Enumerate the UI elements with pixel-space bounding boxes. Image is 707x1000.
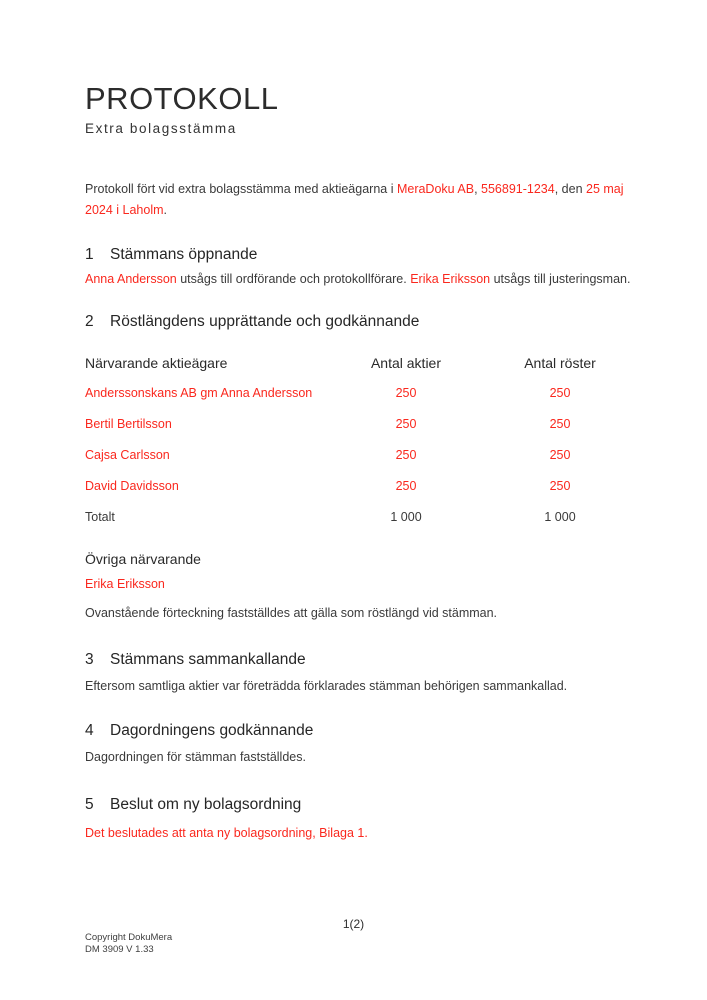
- adjuster-name: Erika Eriksson: [410, 272, 491, 286]
- section-2-heading: [85, 312, 633, 332]
- intro-paragraph: [85, 179, 633, 221]
- shareholder-name: Bertil Bertilsson: [85, 417, 172, 431]
- section-5-number: 5: [85, 796, 94, 813]
- section-1-body: [85, 269, 633, 290]
- table-row: [85, 414, 633, 434]
- section-5-heading: [85, 795, 633, 815]
- org-number: 556891-1234: [481, 182, 555, 196]
- section-1-heading: [85, 245, 633, 265]
- section-1-number: 1: [85, 246, 94, 263]
- others-present-name: Erika Eriksson: [85, 577, 165, 591]
- column-header-shareholders: Närvarande aktieägare: [85, 355, 228, 371]
- column-header-votes: Antal röster: [524, 355, 596, 371]
- shareholder-name: Anderssonskans AB gm Anna Andersson: [85, 386, 313, 400]
- section-1-title: Stämmans öppnande: [110, 246, 258, 263]
- intro-terminator: .: [163, 203, 168, 217]
- others-present-heading: Övriga närvarande: [85, 551, 201, 567]
- table-row: [85, 383, 633, 403]
- shareholder-votes: 250: [549, 386, 571, 400]
- shareholder-votes: 250: [549, 417, 571, 431]
- section-3-title: Stämmans sammankallande: [110, 651, 306, 668]
- footer-page-number: 1(2): [342, 917, 365, 931]
- column-header-shares: Antal aktier: [370, 355, 442, 371]
- document-content: [85, 0, 633, 857]
- total-label: Totalt: [85, 510, 115, 524]
- intro-sep1: ,: [474, 182, 482, 196]
- section-3-body: Eftersom samtliga aktier var företrädda förklarades stämman behörigen sammankallad.: [85, 679, 568, 693]
- intro-lead: Protokoll fört vid extra bolagsstämma med aktieägarna i: [85, 182, 397, 196]
- section-4-heading: [85, 721, 633, 741]
- footer-copyright: [85, 932, 172, 955]
- section-1-text1: utsågs till ordförande och protokollförare.: [176, 272, 411, 286]
- section-2-title: Röstlängdens upprättande och godkännande: [110, 313, 420, 330]
- shareholder-votes: 250: [549, 479, 571, 493]
- total-votes: 1 000: [544, 510, 576, 524]
- table-row: [85, 476, 633, 496]
- section-2-number: 2: [85, 313, 94, 330]
- page-title: PROTOKOLL: [85, 81, 279, 116]
- shareholder-shares: 250: [395, 479, 417, 493]
- page-subtitle: Extra bolagsstämma: [85, 121, 237, 136]
- shareholder-name: Cajsa Carlsson: [85, 448, 170, 462]
- section-5-title: Beslut om ny bolagsordning: [110, 796, 302, 813]
- company-name: MeraDoku AB: [396, 182, 475, 196]
- shareholder-shares: 250: [395, 417, 417, 431]
- section-3-heading: [85, 650, 633, 670]
- chairman-name: Anna Andersson: [85, 272, 177, 286]
- footer-copyright-line1: Copyright DokuMera: [85, 932, 173, 943]
- shareholder-shares: 250: [395, 386, 417, 400]
- intro-sep2: , den: [554, 182, 586, 196]
- section-4-body: Dagordningen för stämman fastställdes.: [85, 750, 306, 764]
- table-total-row: [85, 507, 633, 527]
- section-5-body: Det beslutades att anta ny bolagsordning, Bilaga 1.: [85, 826, 368, 840]
- attendee-table: [85, 354, 633, 527]
- footer-doc-id: DM 3909 V 1.33: [85, 943, 154, 955]
- table-row: [85, 445, 633, 465]
- section-4-number: 4: [85, 722, 94, 739]
- section-1-text2: utsågs till justeringsman.: [490, 272, 631, 286]
- shareholder-shares: 250: [395, 448, 417, 462]
- date-location: 25 maj 2024 i Laholm: [85, 182, 624, 217]
- shareholder-name: David Davidsson: [85, 479, 179, 493]
- total-shares: 1 000: [390, 510, 422, 524]
- voting-roll-note: Ovanstående förteckning fastställdes att gälla som röstlängd vid stämman.: [85, 606, 498, 620]
- shareholder-votes: 250: [549, 448, 571, 462]
- table-header-row: [85, 354, 633, 372]
- section-3-number: 3: [85, 651, 94, 668]
- section-4-title: Dagordningens godkännande: [110, 722, 314, 739]
